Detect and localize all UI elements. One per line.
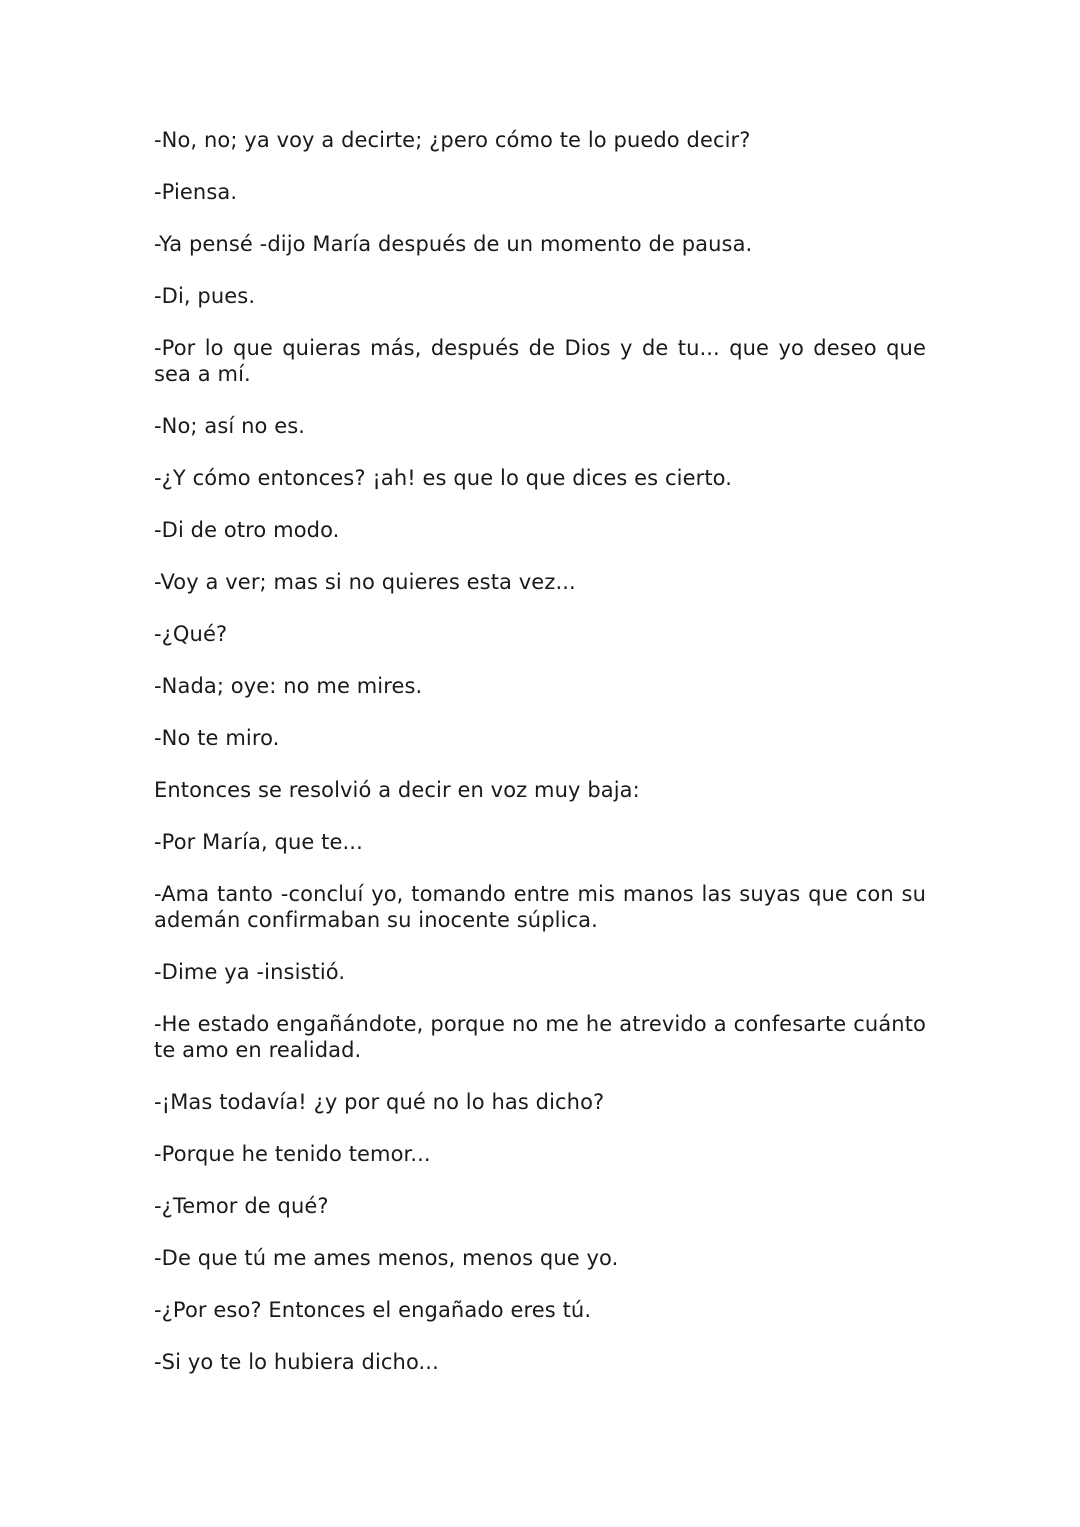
paragraph: -¿Por eso? Entonces el engañado eres tú. [154,1298,592,1322]
paragraph: -No; así no es. [154,414,306,438]
paragraph: -Si yo te lo hubiera dicho... [154,1350,439,1374]
paragraph: -¡Mas todavía! ¿y por qué no lo has dicho? [154,1090,605,1114]
paragraph: -Di de otro modo. [154,518,340,542]
paragraph: -Porque he tenido temor... [154,1142,431,1166]
paragraph: -No te miro. [154,726,280,750]
paragraph: -He estado engañándote, porque no me he atrevido a confesarte cuánto te amo en realidad. [154,1012,926,1062]
paragraph: -De que tú me ames menos, menos que yo. [154,1246,619,1270]
paragraph: -Di, pues. [154,284,256,308]
paragraph: -No, no; ya voy a decirte; ¿pero cómo te lo puedo decir? [154,128,751,152]
paragraph: -Nada; oye: no me mires. [154,674,423,698]
paragraph: -Ama tanto -concluí yo, tomando entre mis manos las suyas que con su ademán confirmaban su inocente súplica. [154,882,926,932]
paragraph: -¿Temor de qué? [154,1194,329,1218]
paragraph: -Piensa. [154,180,238,204]
paragraph: -¿Y cómo entonces? ¡ah! es que lo que dices es cierto. [154,466,733,490]
paragraph: -Por María, que te... [154,830,363,854]
paragraph: -Dime ya -insistió. [154,960,346,984]
dialogue-text [154,127,926,1401]
paragraph: -Por lo que quieras más, después de Dios y de tu... que yo deseo que sea a mí. [154,336,926,386]
paragraph: Entonces se resolvió a decir en voz muy baja: [154,778,640,802]
paragraph: -Voy a ver; mas si no quieres esta vez... [154,570,576,594]
paragraph: -Ya pensé -dijo María después de un momento de pausa. [154,232,753,256]
paragraph: -¿Qué? [154,622,228,646]
